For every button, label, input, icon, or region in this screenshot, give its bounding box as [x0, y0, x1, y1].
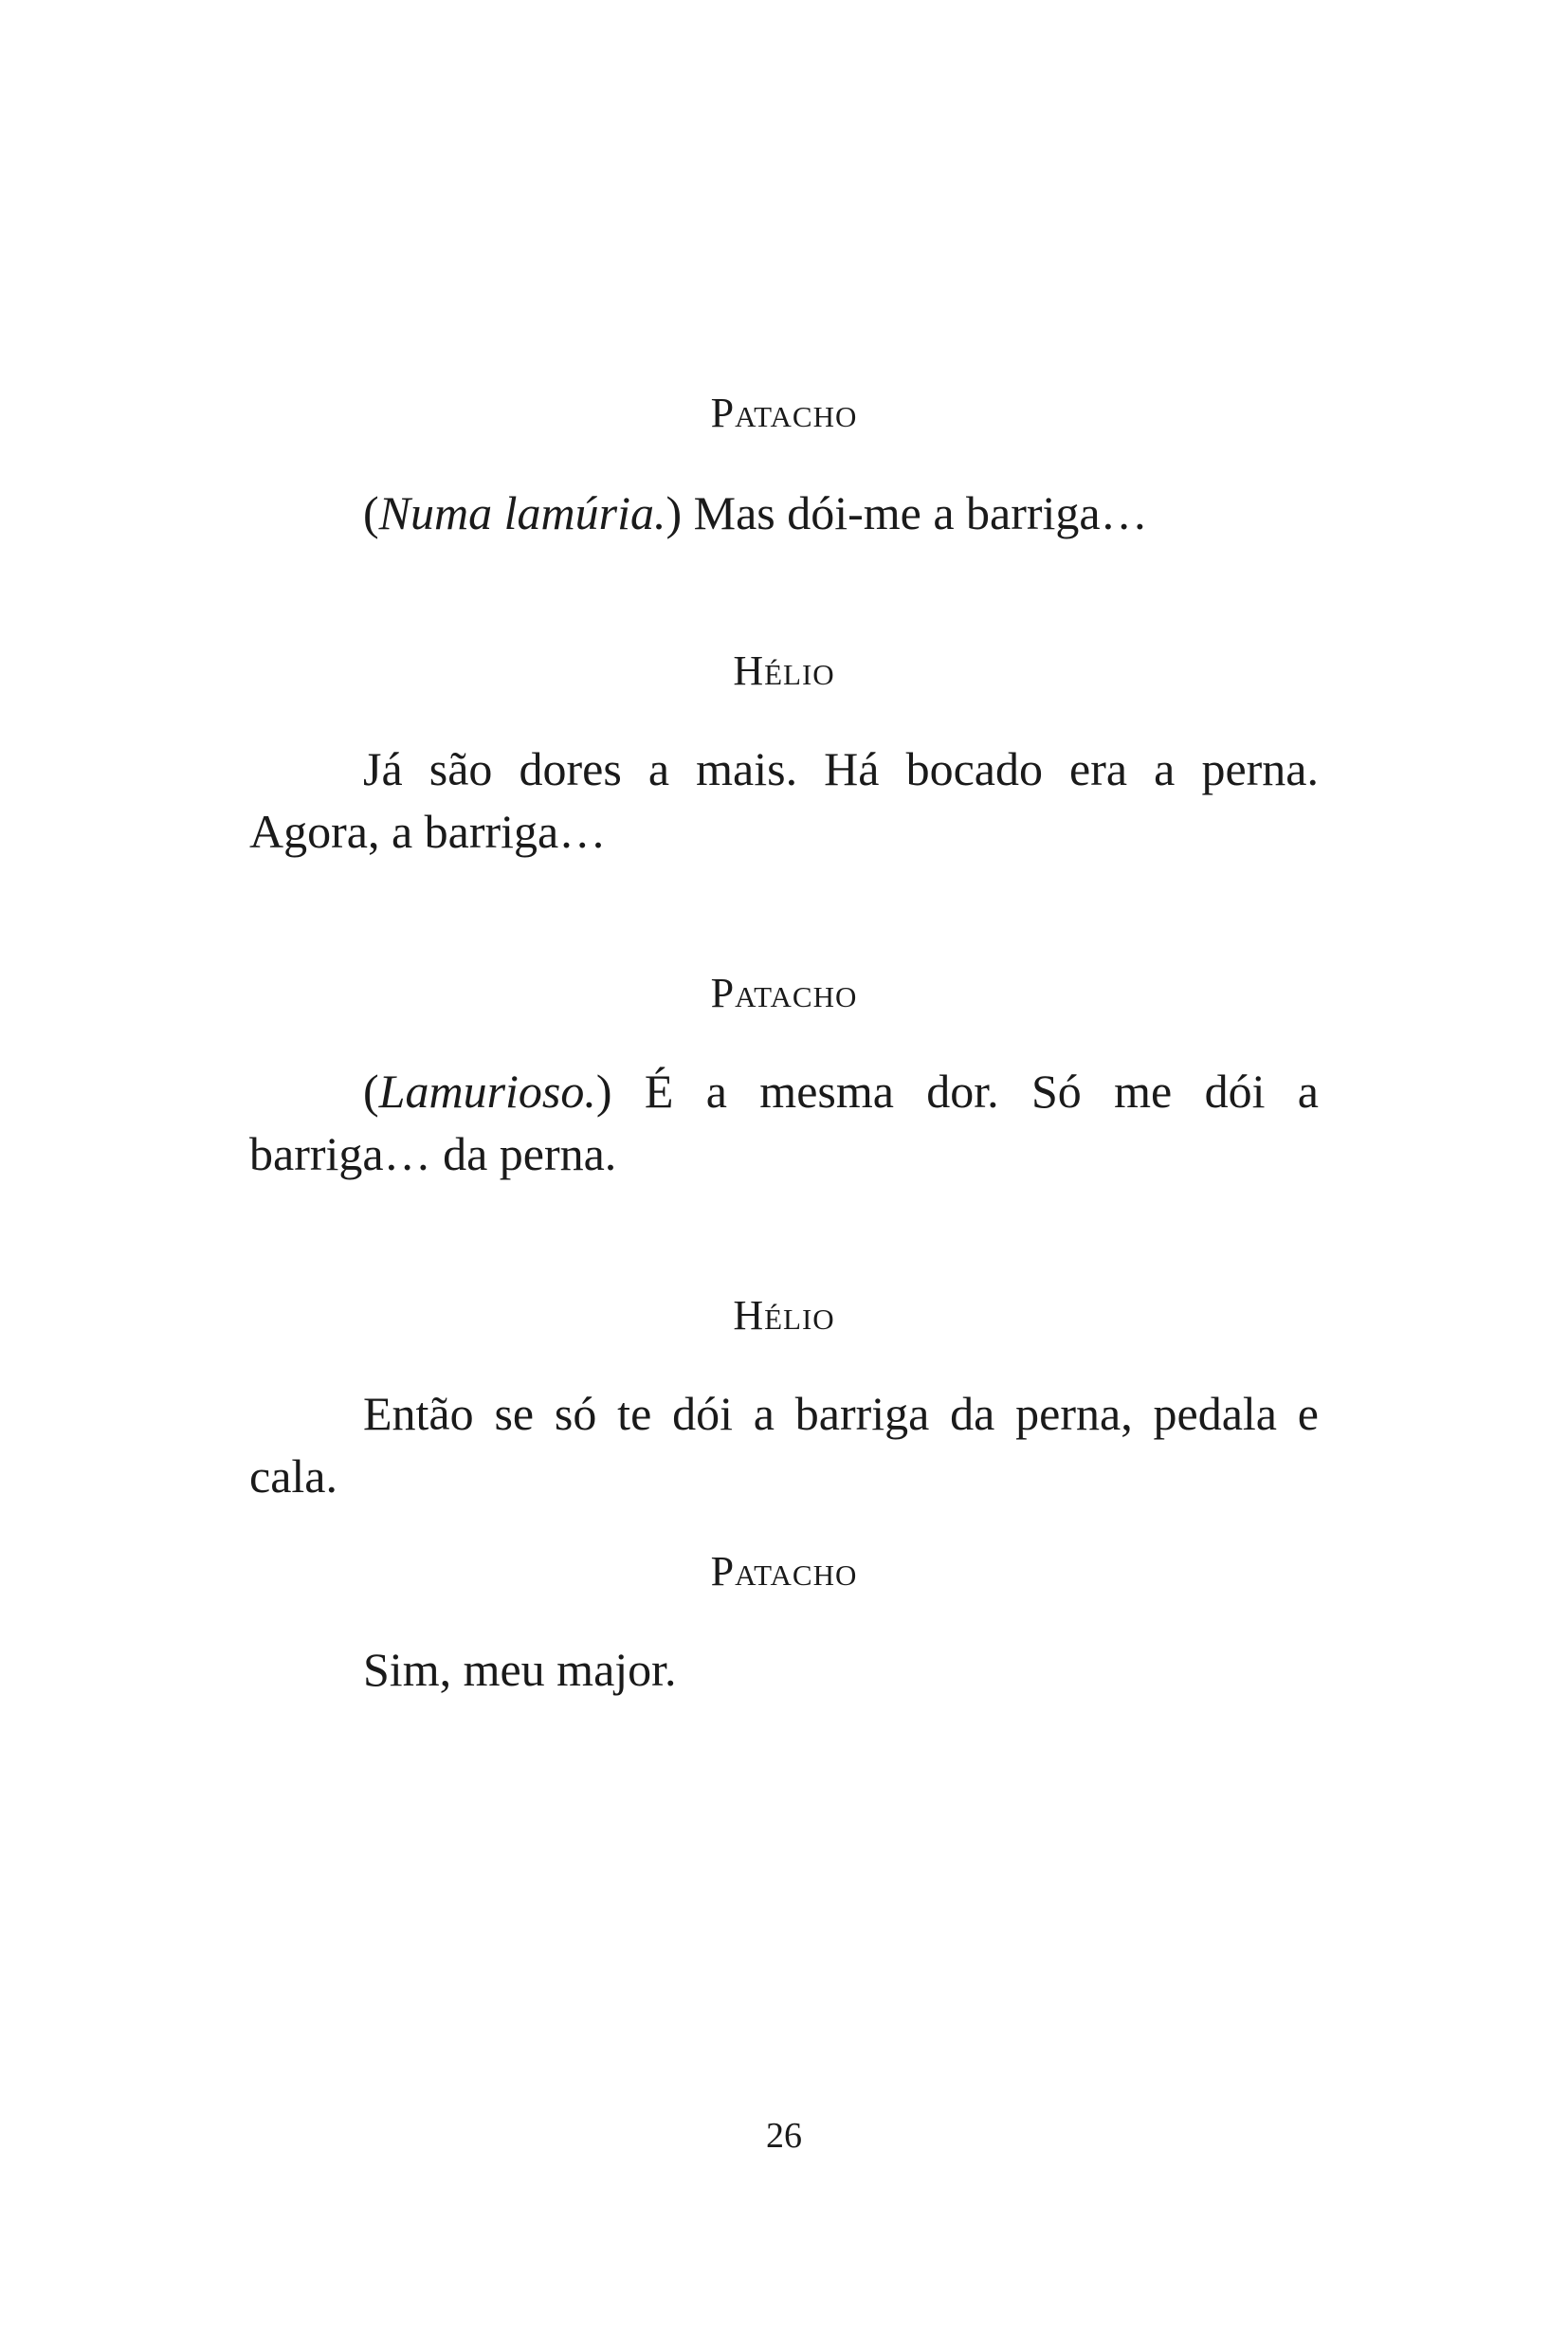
stage-direction: Lamurioso.: [378, 1065, 596, 1118]
stage-direction: Numa lamúria.: [378, 486, 666, 539]
dialogue-text: Já são dores a mais. Há bocado era a perna. Agora, a barriga…: [249, 742, 1319, 858]
dialogue-line: (Lamurioso.) É a mesma dor. Só me dói a barriga… da perna.: [249, 1065, 1319, 1180]
dialogue-line: [249, 1638, 1319, 1701]
dialogue-text: Mas dói-me a barriga…: [693, 486, 1148, 539]
speaker-name: Hélio: [733, 647, 835, 694]
speaker-name: Hélio: [733, 1292, 835, 1339]
speaker-name: Patacho: [710, 1548, 858, 1595]
dialogue-text: Sim, meu major.: [363, 1643, 677, 1696]
dialogue-line: [249, 738, 1319, 863]
dialogue-line: [249, 1382, 1319, 1507]
dialogue-line: (Numa lamúria.) Mas dói-me a barriga…: [363, 486, 1148, 539]
speaker-name: Patacho: [710, 390, 858, 436]
page-number: 26: [766, 2116, 802, 2156]
speaker-name: Patacho: [710, 970, 858, 1016]
dialogue-text: É a mesma dor. Só me dói a barriga… da perna.: [249, 1065, 1319, 1180]
dialogue-text: Então se só te dói a barriga da perna, pedala e cala.: [249, 1387, 1319, 1503]
